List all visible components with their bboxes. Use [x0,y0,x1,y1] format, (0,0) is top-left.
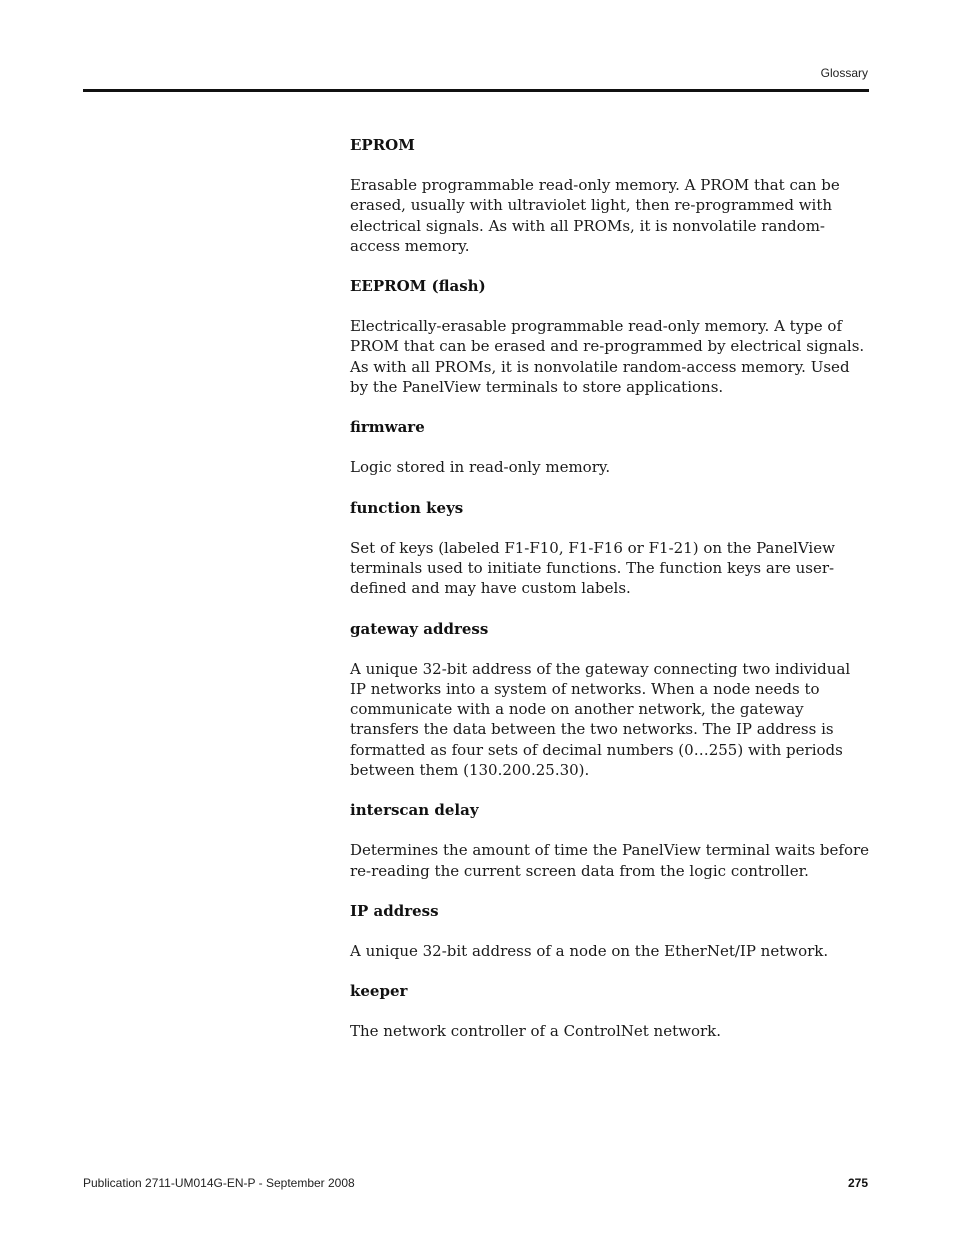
glossary-term: gateway address [350,619,489,638]
glossary-entry-eeprom [350,276,870,397]
glossary-definition: Logic stored in read-only memory. [350,458,611,477]
glossary-term: EEPROM (flash) [350,277,486,296]
glossary-definition: Determines the amount of time the PanelView terminal waits before re-reading the current screen data from the logic controller. [350,841,870,880]
glossary-entry-eprom [350,135,870,256]
glossary-entry-function-keys [350,498,870,599]
glossary-term: keeper [350,982,408,1001]
glossary-definition: Electrically-erasable programmable read-only memory. A type of PROM that can be erased and re-programmed by electrical signals. As with all PROMs, it is nonvolatile random-access memory. Used by the PanelView terminals to store applications. [350,317,865,397]
glossary-term: interscan delay [350,801,479,820]
glossary-term: function keys [350,498,464,517]
glossary-term: firmware [350,418,425,437]
glossary-term: IP address [350,901,439,920]
glossary-content [350,135,870,1062]
glossary-entry-ip-address [350,901,870,961]
glossary-term: EPROM [350,136,415,154]
glossary-entry-firmware [350,417,870,477]
glossary-entry-gateway-address [350,619,870,781]
glossary-definition: Erasable programmable read-only memory. A PROM that can be erased, usually with ultraviolet light, then re-programmed with electrical signals. As with all PROMs, it is nonvolatile random-access memory. [350,176,840,255]
page-header-label: Glossary [820,66,868,80]
glossary-definition: A unique 32-bit address of a node on the EtherNet/IP network. [350,941,829,960]
glossary-definition: Set of keys (labeled F1-F10, F1-F16 or F1-21) on the PanelView terminals used to initiate functions. The function keys are user-defined and may have custom labels. [350,538,835,598]
glossary-entry-interscan-delay [350,800,870,881]
header-rule [83,89,869,92]
footer-page-number: 275 [847,1176,868,1190]
glossary-definition: The network controller of a ControlNet network. [350,1022,722,1041]
footer-publication: Publication 2711-UM014G-EN-P - September 2008 [83,1176,355,1190]
glossary-entry-keeper [350,981,870,1041]
glossary-definition: A unique 32-bit address of the gateway connecting two individual IP networks into a system of networks. When a node needs to communicate with a node on another network, the gateway transfers the data between the two networks. The IP address is formatted as four sets of decimal numbers (0…255) with periods between them (130.200.25.30). [350,659,851,780]
